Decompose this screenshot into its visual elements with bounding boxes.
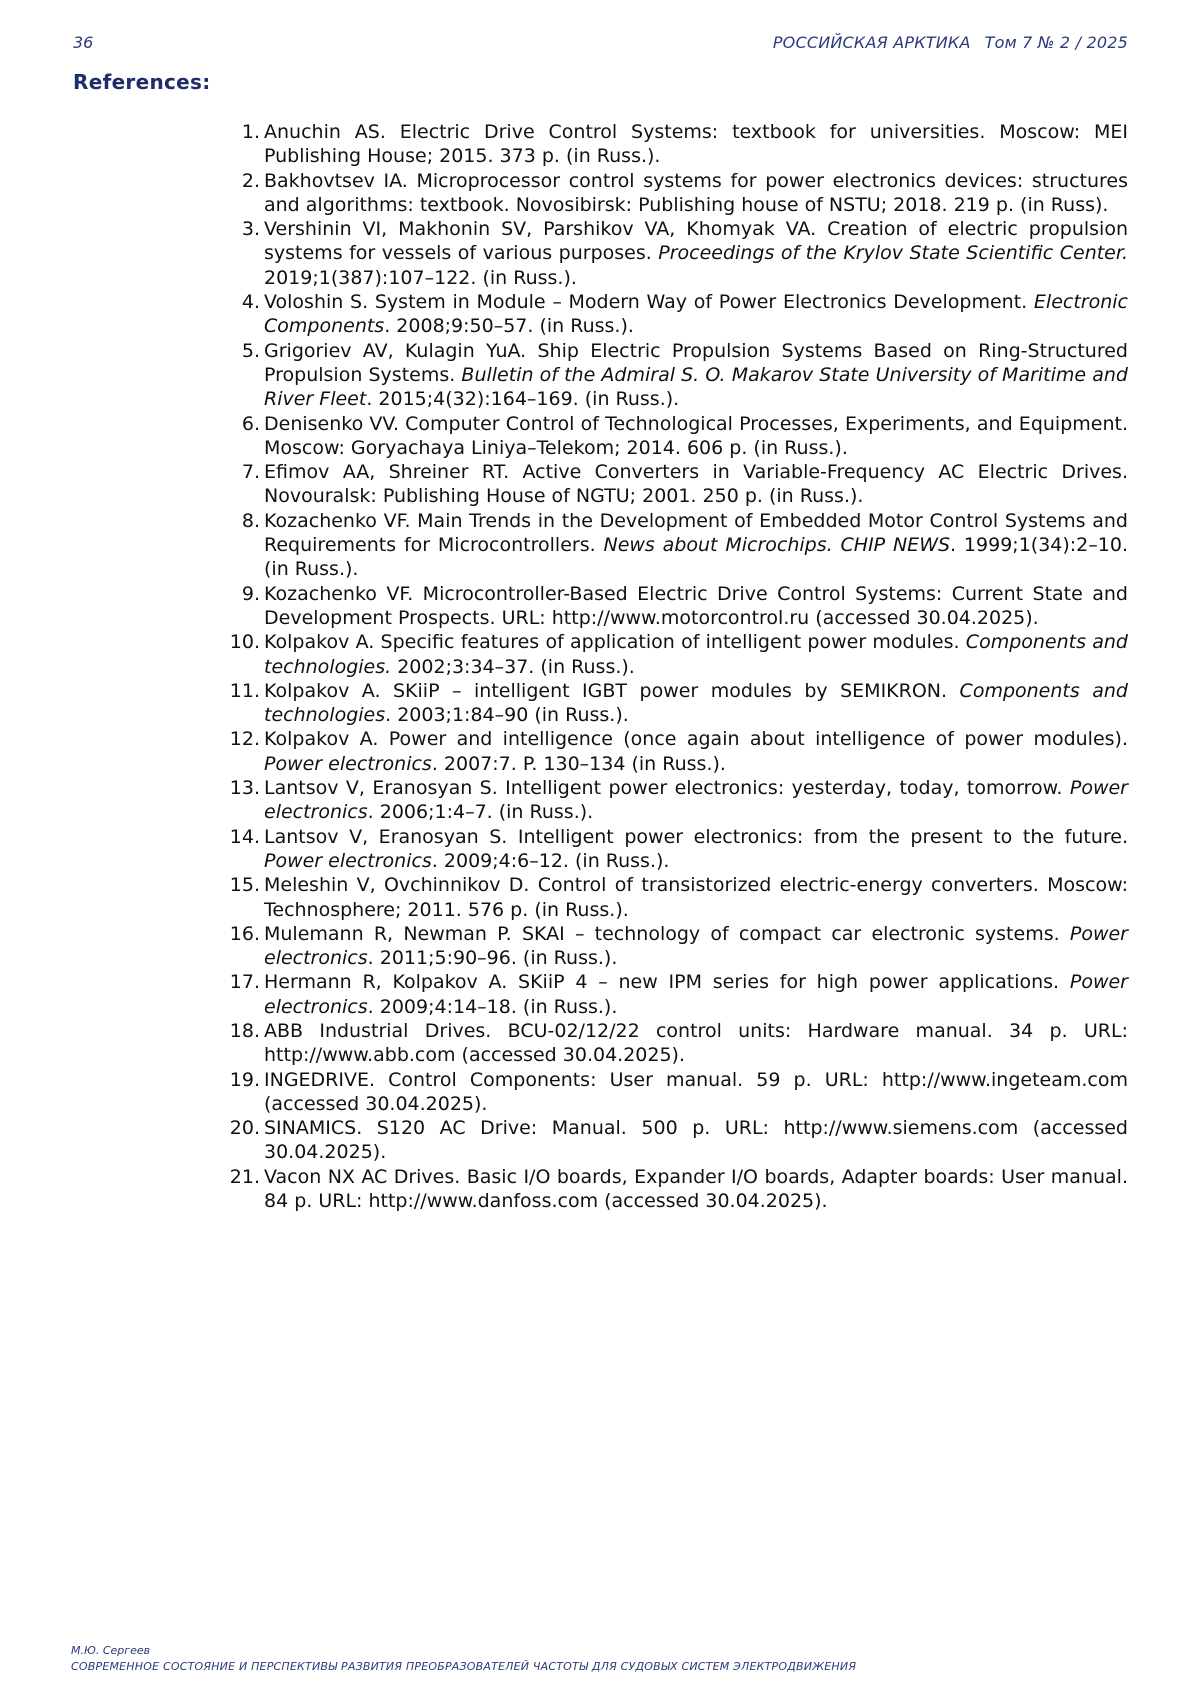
reference-item [220, 776, 1128, 825]
reference-item [220, 1116, 1128, 1165]
reference-text: Kozachenko VF. Main Trends in the Development of Embedded Motor Control Systems and Requirements for Microcontrollers. News about Microchips. CHIP NEWS. 1999;1(34):2–10. (in Russ.). [264, 509, 1128, 581]
reference-text: Bakhovtsev IA. Microprocessor control systems for power electronics devices: structures and algorithms: textbook. Novosibirsk: Publishing house of NSTU; 2018. 219 p. (in Russ). [264, 169, 1128, 216]
reference-number: 17. [229, 971, 260, 994]
reference-item [220, 825, 1128, 874]
reference-item [220, 970, 1128, 1019]
reference-number: 3. [241, 218, 260, 241]
reference-number: 9. [241, 582, 260, 605]
reference-item [220, 679, 1128, 728]
reference-text: Denisenko VV. Computer Control of Technological Processes, Experiments, and Equipment. Moscow: Goryachaya Liniya–Telekom; 2014. 606 p. (in Russ.). [264, 412, 1128, 459]
journal-issue: Том 7 № 2 / 2025 [984, 33, 1128, 52]
reference-text: Voloshin S. System in Module – Modern Way of Power Electronics Development. Electronic Components. 2008;9:50–57. (in Russ.). [264, 291, 1128, 338]
reference-number: 13. [229, 777, 260, 800]
reference-text: SINAMICS. S120 AC Drive: Manual. 500 p. URL: http://www.siemens.com (accessed 30.04.2025). [264, 1117, 1128, 1164]
reference-number: 20. [229, 1117, 260, 1140]
reference-item [220, 1165, 1128, 1214]
reference-item [220, 509, 1128, 582]
reference-item [220, 582, 1128, 631]
reference-number: 6. [241, 412, 260, 435]
reference-text: Kolpakov A. Power and intelligence (once again about intelligence of power modules). Power electronics. 2007:7. P. 130–134 (in Russ.). [264, 728, 1128, 775]
reference-item [220, 290, 1128, 339]
page-number: 36 [73, 33, 94, 52]
reference-text: Lantsov V, Eranosyan S. Intelligent power electronics: yesterday, today, tomorrow. Power electronics. 2006;1:4–7. (in Russ.). [264, 777, 1128, 824]
reference-item [220, 339, 1128, 412]
reference-item [220, 217, 1128, 290]
reference-number: 16. [229, 922, 260, 945]
reference-number: 5. [241, 339, 260, 362]
reference-text: Efimov AA, Shreiner RT. Active Converters in Variable-Frequency AC Electric Drives. Novouralsk: Publishing House of NGTU; 2001. 250 p. (in Russ.). [264, 461, 1128, 508]
reference-text: Kolpakov A. SKiiP – intelligent IGBT power modules by SEMIKRON. Components and technologies. 2003;1:84–90 (in Russ.). [264, 679, 1128, 727]
reference-number: 2. [241, 169, 260, 192]
reference-number: 21. [229, 1165, 260, 1188]
reference-list [220, 120, 1128, 1213]
reference-text: Hermann R, Kolpakov A. SKiiP 4 – new IPM series for high power applications. Power electronics. 2009;4:14–18. (in Russ.). [264, 971, 1128, 1018]
reference-number: 11. [229, 679, 260, 702]
footer-author: М.Ю. Сергеев [71, 1644, 151, 1657]
reference-text: Anuchin AS. Electric Drive Control Systems: textbook for universities. Moscow: MEI Publishing House; 2015. 373 p. (in Russ.). [264, 121, 1128, 168]
reference-number: 4. [241, 291, 260, 314]
reference-text: Kozachenko VF. Microcontroller-Based Electric Drive Control Systems: Current State and Development Prospects. URL: http://www.motorcontrol.ru (accessed 30.04.2025). [264, 582, 1128, 629]
reference-text: Vacon NX AC Drives. Basic I/O boards, Expander I/O boards, Adapter boards: User manual. 84 p. URL: http://www.danfoss.com (accessed 30.04.2025). [264, 1165, 1128, 1213]
journal-header [773, 33, 1128, 52]
reference-item [220, 460, 1128, 509]
reference-text: Kolpakov A. Specific features of application of intelligent power modules. Components and technologies. 2002;3:34–37. (in Russ.). [264, 631, 1128, 678]
reference-number: 14. [229, 825, 260, 848]
reference-item [220, 727, 1128, 776]
reference-number: 15. [229, 874, 260, 897]
reference-item [220, 1068, 1128, 1117]
reference-text: Mulemann R, Newman P. SKAI – technology of compact car electronic systems. Power electronics. 2011;5:90–96. (in Russ.). [264, 922, 1128, 970]
reference-text: Lantsov V, Eranosyan S. Intelligent power electronics: from the present to the future. Power electronics. 2009;4:6–12. (in Russ.). [264, 825, 1128, 872]
reference-item [220, 1019, 1128, 1068]
reference-text: ABB Industrial Drives. BCU-02/12/22 control units: Hardware manual. 34 p. URL: http://www.abb.com (accessed 30.04.2025). [264, 1019, 1128, 1067]
reference-item [220, 169, 1128, 218]
reference-number: 1. [241, 121, 260, 143]
journal-name: РОССИЙСКАЯ АРКТИКА [772, 33, 971, 52]
reference-text: INGEDRIVE. Control Components: User manual. 59 p. URL: http://www.ingeteam.com (accessed 30.04.2025). [264, 1068, 1128, 1115]
reference-number: 10. [229, 631, 260, 654]
reference-item [220, 630, 1128, 679]
reference-number: 19. [229, 1068, 260, 1091]
reference-text: Grigoriev AV, Kulagin YuA. Ship Electric Propulsion Systems Based on Ring-Structured Propulsion Systems. Bulletin of the Admiral S. O. Makarov State University of Maritime and River Fleet. 2015;4(32):164–169. (in Russ.). [264, 339, 1128, 411]
reference-item [220, 922, 1128, 971]
reference-item [220, 873, 1128, 922]
reference-item [220, 412, 1128, 461]
reference-text: Meleshin V, Ovchinnikov D. Control of transistorized electric-energy converters. Moscow: Technosphere; 2011. 576 p. (in Russ.). [264, 874, 1128, 921]
footer-article-title: СОВРЕМЕННОЕ СОСТОЯНИЕ И ПЕРСПЕКТИВЫ РАЗВИТИЯ ПРЕОБРАЗОВАТЕЛЕЙ ЧАСТОТЫ ДЛЯ СУДОВЫХ СИСТЕМ ЭЛЕКТРОДВИЖЕНИЯ [71, 1660, 857, 1673]
references-heading: References: [73, 70, 211, 94]
reference-number: 8. [241, 509, 260, 532]
reference-number: 18. [229, 1019, 260, 1042]
reference-number: 12. [229, 728, 260, 751]
reference-item [220, 120, 1128, 169]
reference-text: Vershinin VI, Makhonin SV, Parshikov VA, Khomyak VA. Creation of electric propulsion systems for vessels of various purposes. Proceedings of the Krylov State Scientific Center. 2019;1(387):107–122. (in Russ.). [264, 218, 1128, 289]
reference-number: 7. [241, 461, 260, 484]
